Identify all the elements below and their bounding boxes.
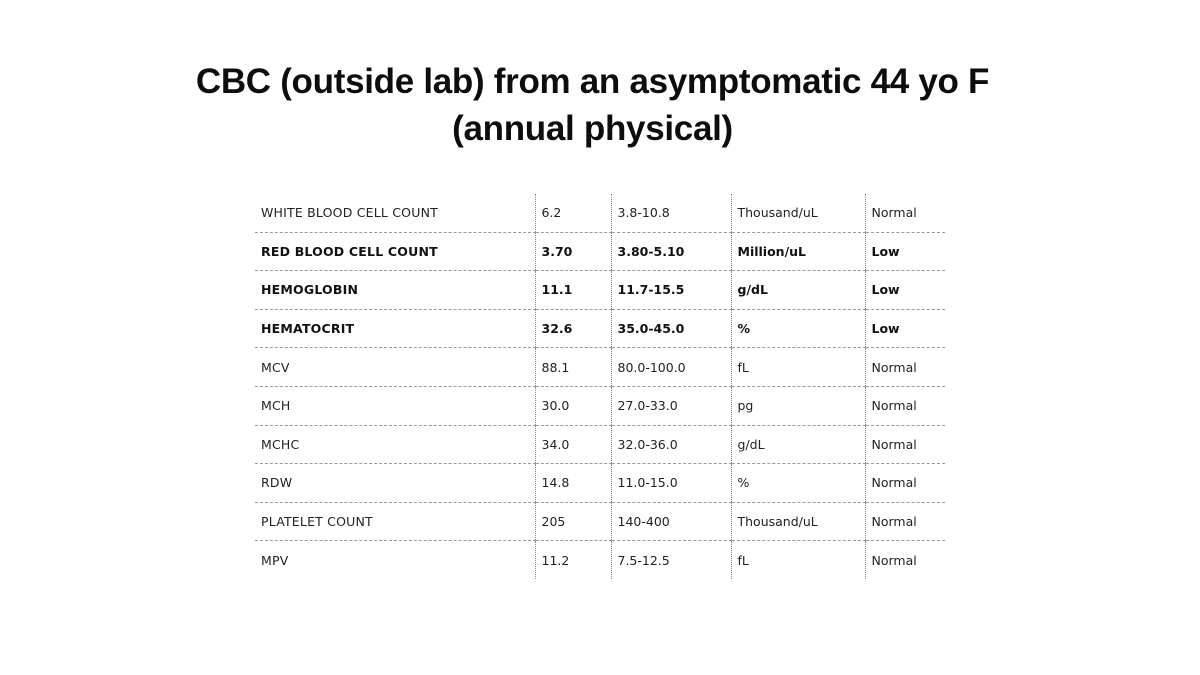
test-value: 11.2 bbox=[535, 541, 611, 579]
table-row bbox=[255, 309, 945, 348]
cbc-results-table bbox=[255, 194, 945, 579]
table-row bbox=[255, 271, 945, 310]
test-name: RDW bbox=[255, 464, 535, 503]
test-unit: pg bbox=[731, 386, 865, 425]
table-row bbox=[255, 502, 945, 541]
test-value: 32.6 bbox=[535, 309, 611, 348]
test-value: 88.1 bbox=[535, 348, 611, 387]
test-unit: fL bbox=[731, 348, 865, 387]
test-unit: % bbox=[731, 309, 865, 348]
test-value: 30.0 bbox=[535, 386, 611, 425]
table-row bbox=[255, 232, 945, 271]
test-name: RED BLOOD CELL COUNT bbox=[255, 232, 535, 271]
reference-range: 32.0-36.0 bbox=[611, 425, 731, 464]
table-row bbox=[255, 194, 945, 232]
test-unit: fL bbox=[731, 541, 865, 579]
table-row bbox=[255, 541, 945, 579]
test-name: WHITE BLOOD CELL COUNT bbox=[255, 194, 535, 232]
reference-range: 27.0-33.0 bbox=[611, 386, 731, 425]
test-name: MCH bbox=[255, 386, 535, 425]
test-unit: % bbox=[731, 464, 865, 503]
result-flag: Normal bbox=[865, 541, 945, 579]
test-value: 14.8 bbox=[535, 464, 611, 503]
test-value: 34.0 bbox=[535, 425, 611, 464]
test-name: MPV bbox=[261, 552, 289, 568]
reference-range: 80.0-100.0 bbox=[611, 348, 731, 387]
test-value: 11.1 bbox=[535, 271, 611, 310]
test-unit: Thousand/uL bbox=[731, 194, 865, 232]
reference-range: 3.80-5.10 bbox=[611, 232, 731, 271]
test-unit: Million/uL bbox=[731, 232, 865, 271]
test-value: 6.2 bbox=[535, 194, 611, 232]
table-row bbox=[255, 425, 945, 464]
table-row bbox=[255, 348, 945, 387]
test-value: 205 bbox=[535, 502, 611, 541]
result-flag: Low bbox=[865, 309, 945, 348]
test-name: PLATELET COUNT bbox=[255, 502, 535, 541]
reference-range: 11.0-15.0 bbox=[611, 464, 731, 503]
reference-range: 140-400 bbox=[611, 502, 731, 541]
test-name: MCHC bbox=[255, 425, 535, 464]
result-flag: Low bbox=[865, 232, 945, 271]
title-line-2: (annual physical) bbox=[452, 109, 733, 148]
result-flag: Normal bbox=[865, 348, 945, 387]
result-flag: Normal bbox=[865, 464, 945, 503]
result-flag: Normal bbox=[865, 425, 945, 464]
title-line-1: CBC (outside lab) from an asymptomatic 44 yo F bbox=[195, 62, 990, 101]
result-flag: Normal bbox=[865, 386, 945, 425]
test-name: HEMATOCRIT bbox=[255, 309, 535, 348]
test-unit: Thousand/uL bbox=[731, 502, 865, 541]
reference-range: 11.7-15.5 bbox=[611, 271, 731, 310]
table-row bbox=[255, 386, 945, 425]
reference-range: 3.8-10.8 bbox=[611, 194, 731, 232]
table-row bbox=[255, 464, 945, 503]
test-name: MCV bbox=[255, 348, 535, 387]
result-flag: Normal bbox=[865, 502, 945, 541]
reference-range: 35.0-45.0 bbox=[611, 309, 731, 348]
result-flag: Normal bbox=[865, 194, 945, 232]
test-value: 3.70 bbox=[535, 232, 611, 271]
page-title bbox=[0, 58, 1185, 152]
test-unit: g/dL bbox=[731, 425, 865, 464]
result-flag: Low bbox=[865, 271, 945, 310]
test-name: HEMOGLOBIN bbox=[255, 271, 535, 310]
reference-range: 7.5-12.5 bbox=[611, 541, 731, 579]
test-unit: g/dL bbox=[731, 271, 865, 310]
